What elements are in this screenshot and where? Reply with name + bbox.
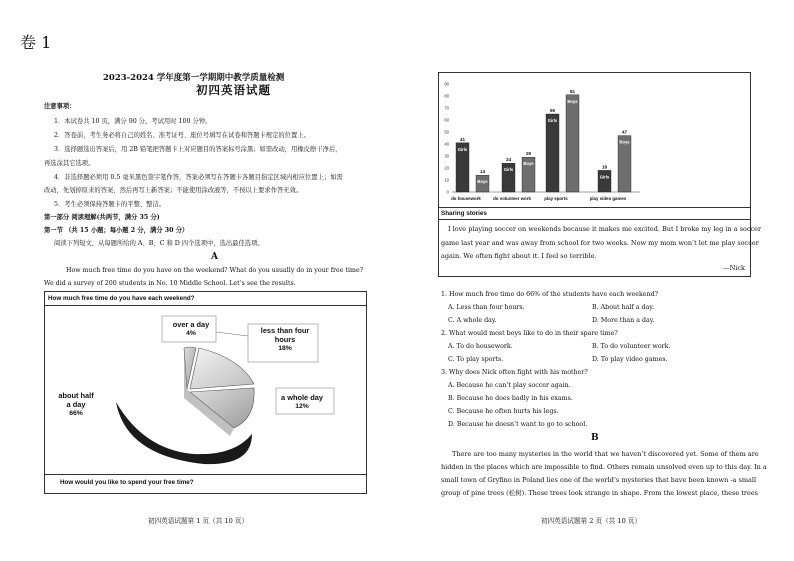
notice-5: 5．考生必须保持答题卡的平整、整洁。 — [54, 201, 166, 208]
bar-value-label: 18 — [601, 164, 608, 170]
story-line-3: again. We often fight about it. I feel so terrible. — [441, 252, 597, 260]
passage-b-line-4: group of pine trees (松树). These trees look strange in shape. From the lowest place, these trees — [441, 489, 759, 497]
bar-series-label: Girls — [503, 167, 514, 173]
left-page-footer: 初四英语试题第 1 页（共 10 页） — [148, 517, 249, 525]
q3-option-d: D. Because he doesn’t want to go to school. — [448, 421, 588, 428]
passage-b-line-3: small town of Gryfino in Poland lies one of the world’s mysteries that have been known -a small — [441, 476, 757, 484]
bar-girls-2 — [546, 114, 559, 192]
bar-series-label: Boys — [523, 161, 534, 167]
pie-slice-less-than-four-hours — [190, 348, 254, 389]
volume-label: 卷 1 — [20, 33, 52, 52]
notice-3-cont: 再选涂其它选项。 — [44, 160, 95, 167]
bar-value-label: 81 — [569, 88, 576, 94]
q3-option-b: B. Because he does badly in his exams. — [448, 395, 573, 402]
pie-label-half-pct: 66% — [69, 410, 83, 417]
sharing-title: Sharing stories — [441, 210, 487, 217]
notice-1: 1．本试卷共 10 页，满分 90 分，考试用时 100 分钟。 — [54, 118, 212, 125]
q1-option-c: C. A whole day. — [448, 317, 497, 324]
q2-option-c: C. To play sports. — [448, 356, 504, 363]
bar-value-label: 24 — [505, 157, 512, 163]
q2-option-b: B. To do volunteer work. — [592, 343, 671, 350]
bar-box-divider — [438, 207, 750, 208]
pie-box-footer: How would you like to spend your free time? — [60, 479, 194, 486]
passage-a-letter: A — [211, 252, 218, 262]
question-3: 3. Why does Nick often fight with his mother? — [441, 369, 588, 376]
bar-value-label: 41 — [459, 136, 466, 142]
passage-b-line-2: hidden in the places which are impossible to find. Others remain unsolved even up to this day. In a — [441, 463, 767, 471]
x-category-label: play sports — [544, 196, 568, 201]
pie-label-whole-day-text: a whole day — [281, 393, 323, 402]
question-1: 1. How much free time do 66% of the students have each weekend? — [441, 291, 658, 298]
bar-series-label: Boys — [567, 98, 578, 104]
pie-box-title: How much free time do you have each weekend? — [48, 295, 195, 302]
y-tick-label: 10 — [444, 177, 449, 183]
bar-value-label: 47 — [621, 129, 628, 135]
pie-label-over-a-day-text: over a day — [172, 320, 210, 329]
y-tick-label: 70 — [444, 105, 449, 111]
bar-boys-2 — [566, 95, 579, 192]
section-heading: 第一节 （共 15 小题；每小题 2 分，满分 30 分） — [44, 227, 189, 234]
x-category-label: play video games — [589, 196, 627, 201]
bar-chart — [440, 74, 748, 207]
q2-option-a: A. To do housework. — [448, 343, 513, 350]
notice-4: 4．非选择题必须用 0.5 毫米黑色签字笔作答，答案必须写在答题卡各题目指定区域内相应位置上；如需 — [54, 174, 343, 181]
y-tick-label: 80 — [444, 93, 449, 99]
story-line-2: game last year and was away from school for two weeks. Now my mom won’t let me play soccer — [441, 239, 759, 247]
pie-label-less-than-text-1: less than four — [260, 326, 310, 335]
y-tick-label: 30 — [444, 153, 449, 159]
intro-line-1: How much free time do you have on the weekend? What do you usually do in your free time? — [66, 267, 364, 274]
pie-label-half-text-1: about half — [58, 391, 94, 400]
bar-series-label: Girls — [547, 118, 558, 123]
pie-label-over-a-day — [166, 320, 216, 338]
bar-series — [456, 89, 631, 192]
bar-series-label: Girls — [599, 174, 610, 180]
x-category-label: do housework — [451, 196, 481, 201]
bar-series-label: Boys — [619, 139, 630, 145]
pie-label-over-a-day-pct: 4% — [186, 330, 196, 337]
q3-option-c: C. Because he often hurts his legs. — [448, 408, 559, 415]
y-tick-label: 20 — [444, 165, 449, 171]
notice-3: 3．选择题选出答案后，用 2B 铅笔把答题卡上对应题目的答案标号涂黑；如需改动，用橡皮擦干净后， — [54, 146, 342, 153]
part-heading: 第一部分 阅读理解(共两节，满分 35 分) — [44, 214, 160, 221]
pie-label-whole-day — [274, 393, 330, 411]
notice-heading: 注意事项： — [44, 103, 76, 110]
sharing-divider — [438, 219, 750, 220]
q1-option-b: B. About half a day. — [592, 304, 655, 311]
story-line-1: I love playing soccer on weekends because it makes me excited. But I broke my leg in a soccer — [448, 225, 762, 233]
pie-label-less-than-pct: 18% — [278, 345, 292, 352]
story-signature: ---Nick — [723, 264, 745, 272]
pie-label-half-text-2: a day — [66, 400, 86, 409]
y-tick-label: 0 — [446, 189, 449, 195]
notice-4-cont: 改动，先划掉原来的答案，然后再写上新答案；不能使用涂改液等，不按以上要求作答无效。 — [44, 187, 303, 194]
q3-option-a: A. Because he can’t play soccer again. — [448, 382, 571, 389]
y-tick-label: 60 — [444, 117, 449, 123]
leader-line — [216, 332, 248, 336]
q1-option-a: A. Less than four hours. — [448, 304, 525, 311]
right-page-footer: 初四英语试题第 2 页（共 10 页） — [541, 517, 642, 525]
subject-title: 初四英语试题 — [196, 83, 271, 97]
notice-2: 2．答卷前，考生务必将自己的姓名、准考证号、座位号填写在试卷和答题卡规定的位置上。 — [54, 132, 310, 139]
bar-value-label: 65 — [549, 108, 556, 113]
bar-series-label: Boys — [477, 179, 488, 185]
x-category-label: do volunteer work — [493, 196, 531, 201]
y-tick-label: 40 — [444, 141, 449, 147]
y-tick-label: 50 — [444, 129, 449, 135]
bar-value-label: 14 — [479, 169, 486, 175]
q2-option-d: D. To play video games. — [592, 356, 668, 363]
pie-label-whole-day-pct: 12% — [295, 403, 309, 410]
box-divider-bottom — [44, 474, 366, 475]
pie-label-about-half-a-day — [48, 391, 104, 418]
bar-series-label: Girls — [457, 146, 468, 152]
passage-b-line-1: There are too many mysteries in the world that we haven’t discovered yet. Some of them are — [452, 450, 759, 458]
pie-label-less-than-text-2: hours — [274, 335, 296, 344]
question-2: 2. What would most boys like to do in their spare time? — [441, 330, 618, 337]
passage-b-letter: B — [591, 433, 599, 443]
exam-title: 2023-2024 学年度第一学期期中教学质量检测 — [103, 73, 285, 83]
bar-value-label: 29 — [525, 151, 532, 157]
q1-option-d: D. More than a day. — [592, 317, 655, 324]
instruction: 阅读下列短文，从每题所给的 A、B、C 和 D 四个选项中，选出最佳选项。 — [54, 240, 264, 247]
y-tick-label: 90 — [444, 81, 449, 87]
intro-line-2: We did a survey of 200 students in No. 10 Middle School. Let’s see the results. — [44, 280, 296, 287]
pie-label-less-than-four-hours — [250, 326, 320, 353]
